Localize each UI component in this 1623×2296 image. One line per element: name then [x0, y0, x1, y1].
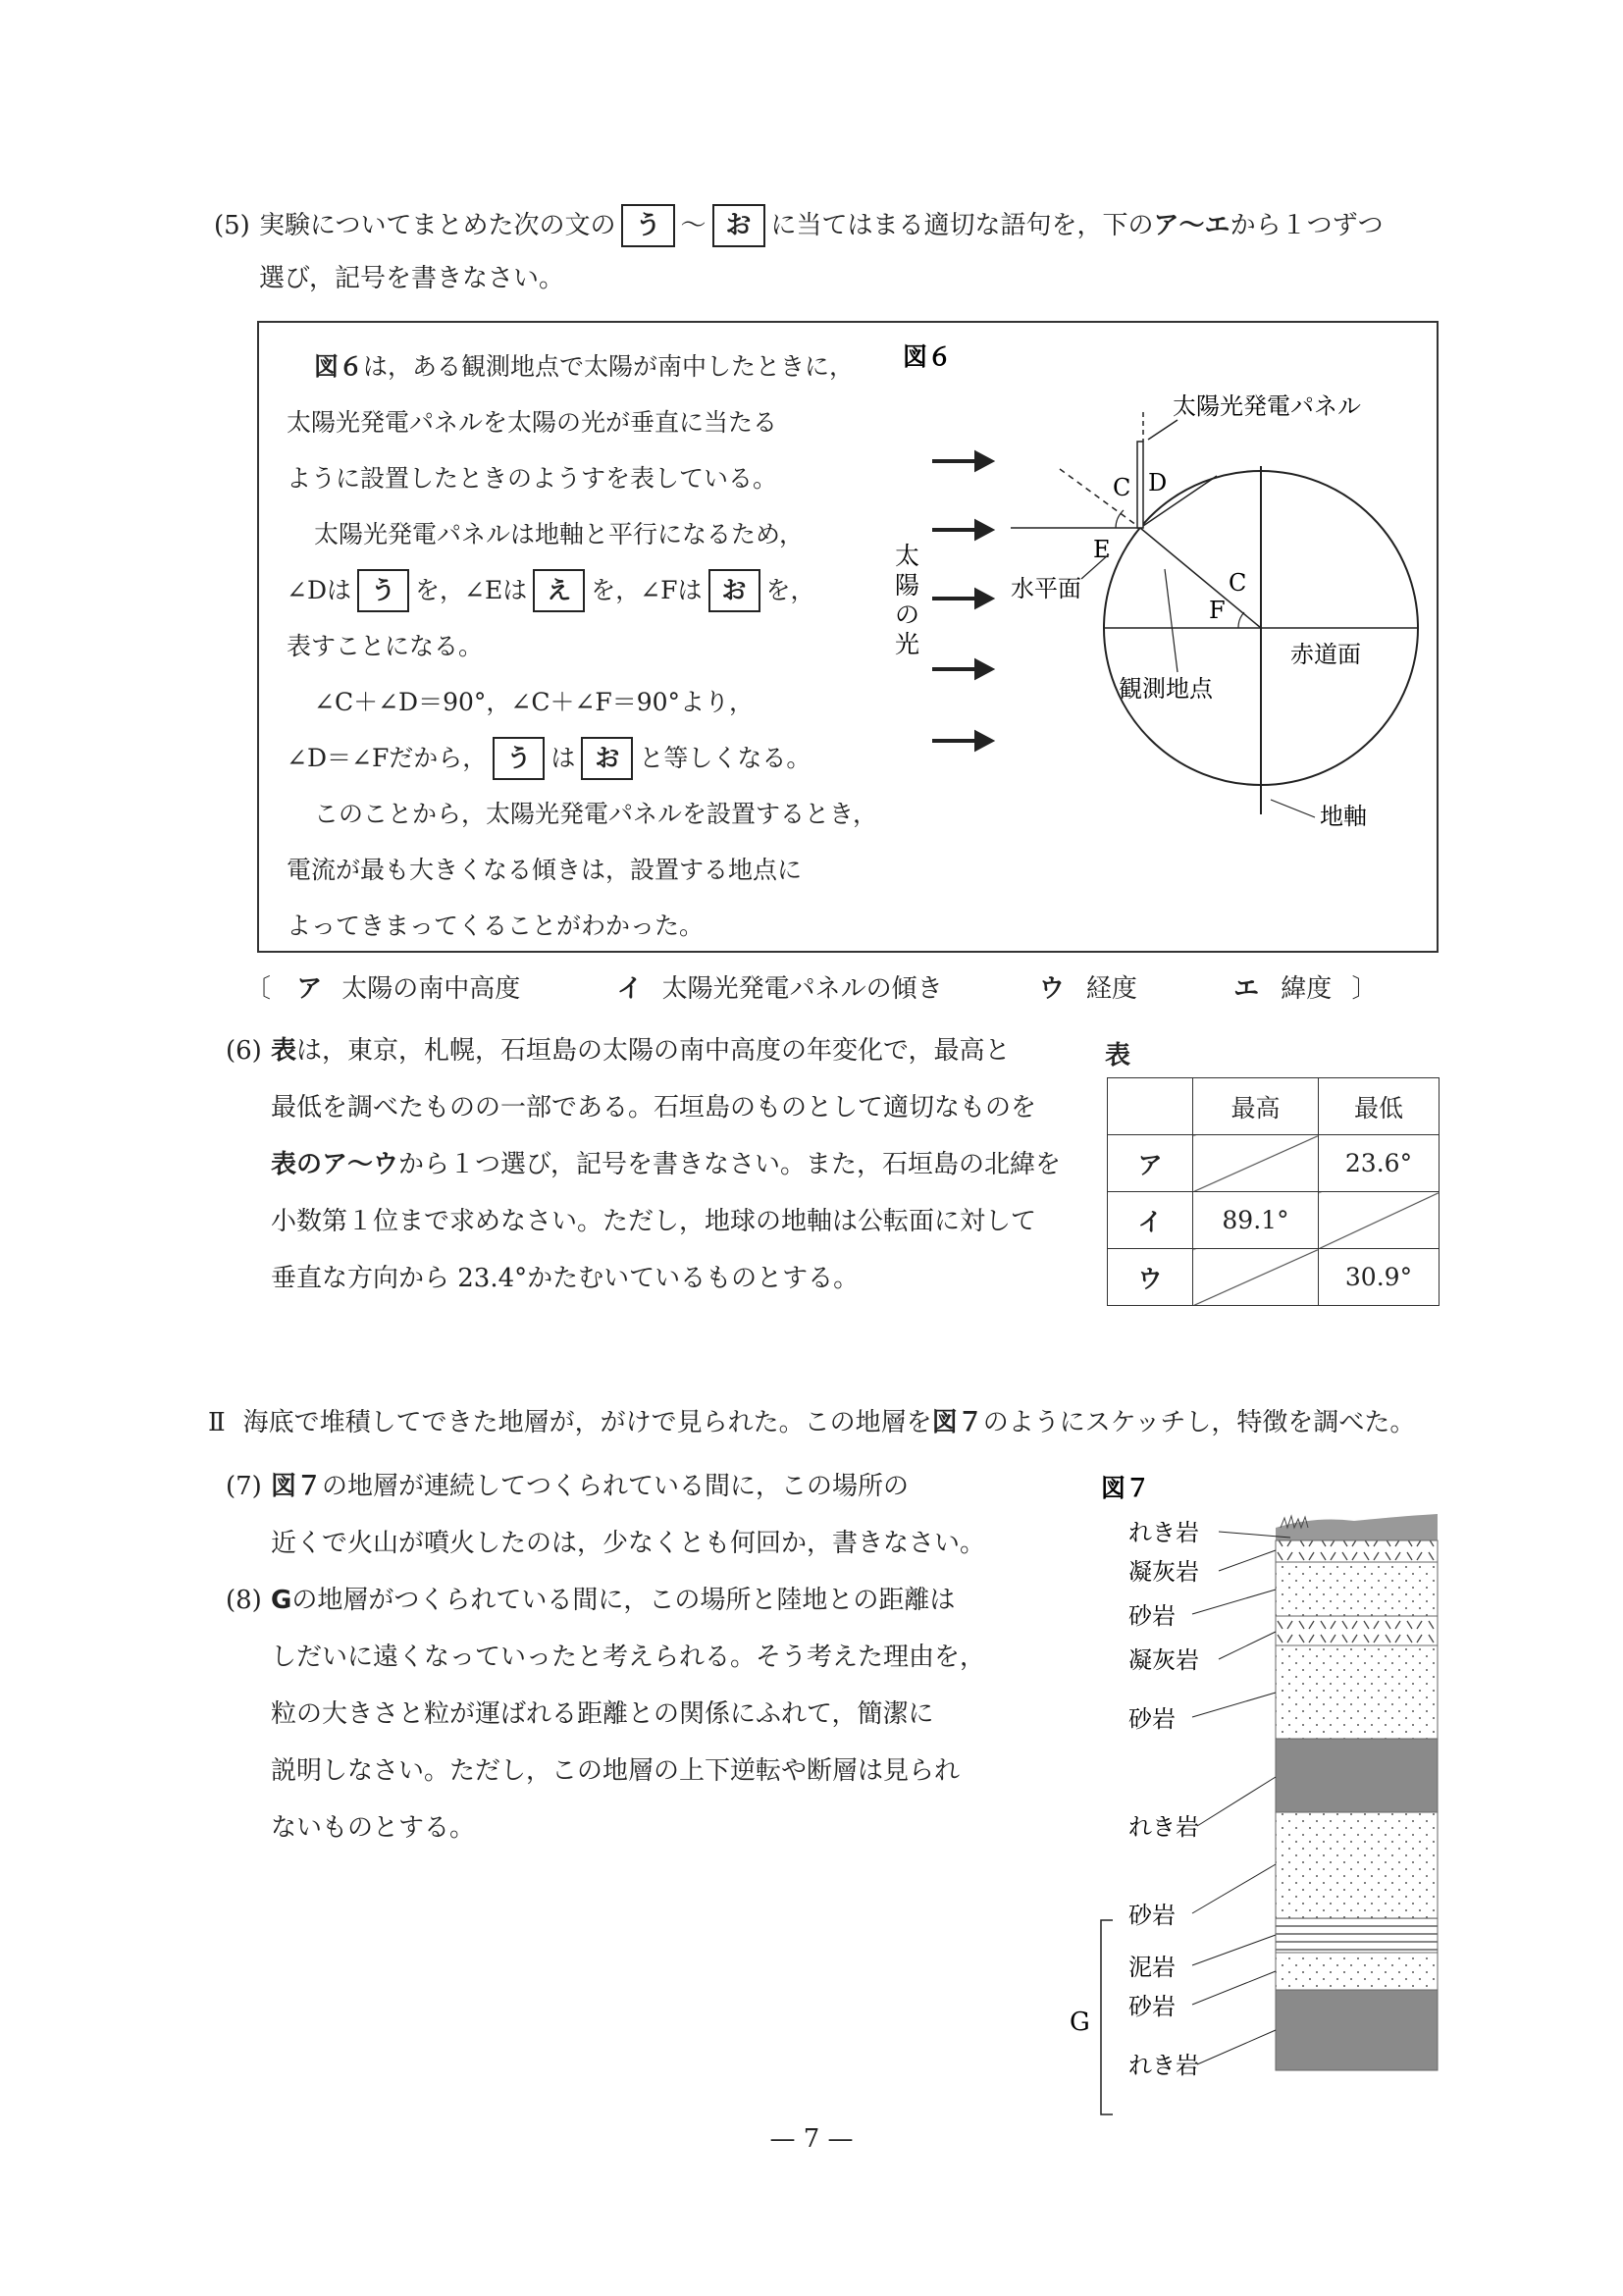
group-g-label: G [1070, 2008, 1090, 2037]
q6-text: (6) 表は，東京，札幌，石垣島の太陽の南中高度の年変化で，最高と 最低を調べたものの一部である。石垣島のものとして適切なものを 表のア〜ウから１つ選び，記号を書きなさい。また，石垣島の北緯を 小数第１位まで求めなさい。ただし，地球の地軸は公転面に対して 垂直な方向から 23.4°かたむいているものとする。 [226, 1036, 1061, 1293]
sunlight-arrows [932, 453, 991, 749]
q7-q8-text: (7) 図７の地層が連続してつくられている間に，この場所の 近くで火山が噴火したのは，少なくとも何回か，書きなさい。 (8) Gの地層がつくられている間に，この場所と陸地との距離は しだいに遠くなっていったと考えられる。そう考えた理由を， 粒の大きさと粒が運ばれる距離との関係にふれて，簡潔に 説明しなさい。ただし，この地層の上下逆転や断層は見られ ないものとする。 [226, 1472, 986, 1843]
svg-text:C: C [1113, 474, 1131, 501]
table-row: イ 89.1° [1108, 1192, 1440, 1249]
svg-text:れき岩: れき岩 [1128, 2052, 1199, 2079]
summary-text: 図６は，ある観測地点で太陽が南中したときに， 太陽光発電パネルを太陽の光が垂直に当たる ように設置したときのようすを表している。 太陽光発電パネルは地軸と平行になるため， ∠Dは う を，∠Eは え を，∠Fは お を， 表すことになる。 ∠C＋∠D＝90°，∠C＋∠F＝90°より， ∠D＝∠Fだから， う は お と等しくなる。 このことから，太陽光発電パネルを設置するとき， 電流が最も大きくなる傾きは，設置する地点に よってきまってくることがわかった。 [287, 352, 878, 940]
horizontal-plane-label: 水平面 [1011, 575, 1081, 602]
svg-text:太: 太 [895, 542, 920, 570]
table-row: ウ 30.9° [1108, 1249, 1440, 1306]
svg-text:の: の [895, 600, 920, 629]
panel-label: 太陽光発電パネル [1173, 392, 1361, 420]
fig6-title: 図６ [903, 342, 953, 371]
svg-text:砂岩: 砂岩 [1128, 1705, 1176, 1733]
svg-text:砂岩: 砂岩 [1128, 1902, 1176, 1929]
observation-point-label: 観測地点 [1119, 675, 1213, 703]
noon-altitude-table: 最高 最低 ア 23.6° イ 89.1° ウ 30.9° [1107, 1077, 1440, 1306]
svg-text:泥岩: 泥岩 [1128, 1954, 1176, 1981]
blank-u: う [621, 204, 674, 247]
fig7-title: 図７ [1101, 1474, 1151, 1502]
section-2-intro: Ⅱ 海底で堆積してできた地層が，がけで見られた。この地層を図７のようにスケッチし，特徴を調べた。 [208, 1408, 1416, 1437]
svg-text:砂岩: 砂岩 [1128, 1602, 1176, 1630]
q5-line1: (5) 実験についてまとめた次の文の う 〜 お に当てはまる適切な語句を，下のア〜エから１つずつ [214, 196, 1384, 255]
table-row: ア 23.6° [1108, 1135, 1440, 1192]
axis-label: 地軸 [1320, 803, 1367, 830]
table-label: 表 [1105, 1041, 1131, 1070]
q5-line2: 選び，記号を書きなさい。 [259, 264, 564, 293]
answer-choices: 〔 ア 太陽の南中高度 イ 太陽光発電パネルの傾き ウ 経度 エ 緯度 〕 [245, 974, 1378, 1004]
svg-text:れき岩: れき岩 [1128, 1519, 1199, 1546]
svg-text:陽: 陽 [895, 571, 920, 600]
svg-text:砂岩: 砂岩 [1128, 1993, 1176, 2020]
figure-6 [883, 334, 1433, 863]
figure-7 [1060, 1467, 1452, 2144]
sunlight-label [895, 542, 919, 658]
svg-text:D: D [1148, 469, 1168, 496]
svg-text:光: 光 [895, 630, 920, 658]
strata-labels [1128, 1519, 1290, 2079]
svg-text:F: F [1209, 597, 1226, 624]
page-number: — 7 — [769, 2124, 854, 2154]
svg-text:凝灰岩: 凝灰岩 [1128, 1646, 1199, 1674]
svg-text:C: C [1229, 569, 1247, 597]
equator-label: 赤道面 [1290, 641, 1361, 668]
svg-text:れき岩: れき岩 [1128, 1813, 1199, 1841]
svg-text:凝灰岩: 凝灰岩 [1128, 1558, 1199, 1586]
blank-o: お [712, 204, 765, 247]
svg-text:E: E [1093, 536, 1111, 563]
